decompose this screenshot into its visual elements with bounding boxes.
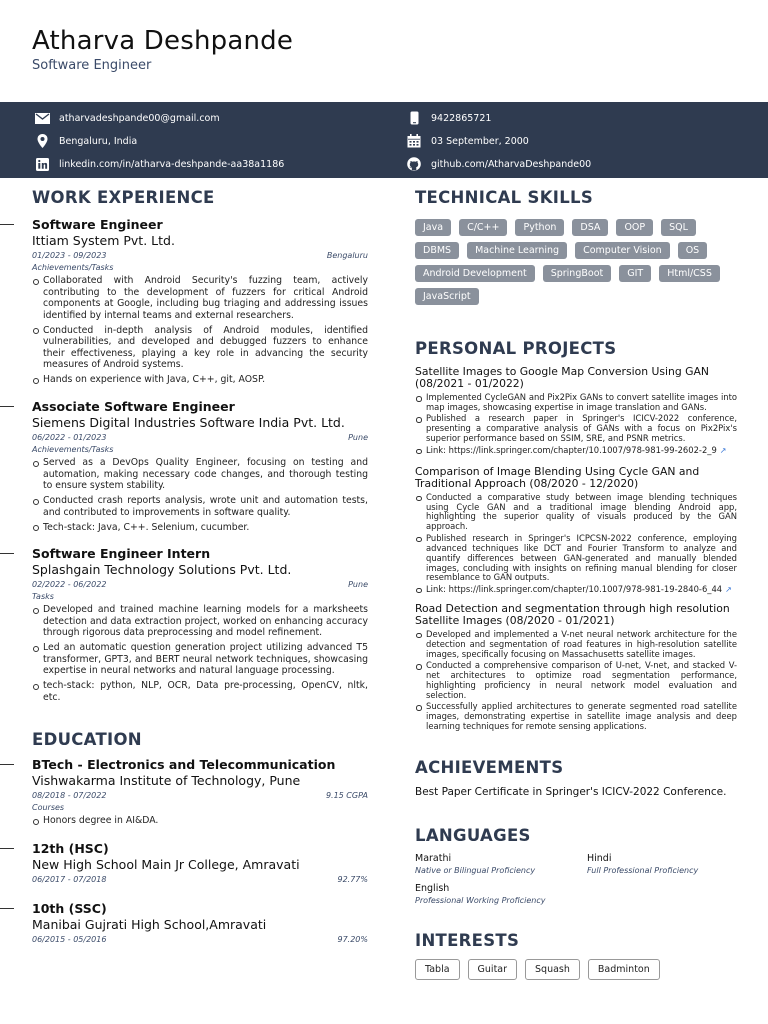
job-entry	[0, 217, 386, 386]
job-label: Achievements/Tasks	[32, 263, 114, 272]
language-level: Full Professional Proficiency	[587, 866, 699, 876]
calendar-icon	[405, 133, 423, 149]
skill-tag: Python	[515, 219, 564, 236]
skill-tag: Html/CSS	[659, 265, 720, 282]
education-entry	[0, 901, 386, 944]
header	[32, 26, 293, 73]
work-experience-heading: WORK EXPERIENCE	[32, 188, 215, 207]
job-bullet: Tech-stack: Java, C++. Selenium, cucumber.	[32, 522, 368, 534]
languages-heading: LANGUAGES	[415, 826, 531, 846]
skill-tag: JavaScript	[415, 288, 479, 305]
project-bullet: Developed and implemented a V-net neural network architecture for the detection and segmentation of road features in high-resolution satellite images, specifically focusing on Massachusetts satellite images.	[415, 630, 737, 660]
personal-projects-heading: PERSONAL PROJECTS	[415, 339, 617, 358]
contact-bar	[0, 102, 768, 178]
education-heading: EDUCATION	[32, 730, 142, 750]
job-location: Pune	[348, 432, 368, 442]
external-link-icon: ↗	[725, 584, 732, 594]
education-score: 92.77%	[337, 875, 368, 885]
job-bullet: Collaborated with Android Security's fuzzing team, actively contributing to the development of fuzzers for critical Android components at Google, including bug triaging and addressing issues identified by internal teams and external researchers.	[32, 275, 368, 321]
project-entry	[415, 466, 737, 595]
job-bullet: Led an automatic question generation project utilizing advanced T5 transformer, GPT3, and BERT neural network techniques, showcasing expertise in neural networks and natural language processing.	[32, 642, 368, 677]
job-bullets	[32, 604, 368, 703]
education-dates: 06/2015 - 05/2016	[32, 935, 107, 945]
job-meta	[32, 580, 368, 589]
job-dates: 02/2022 - 06/2022	[32, 580, 107, 590]
job-title: Software Engineer	[32, 217, 163, 232]
project-bullets	[415, 393, 737, 456]
job-label: Tasks	[32, 592, 54, 602]
project-bullet: Conducted a comparative study between image blending techniques using Cycle GAN and a traditional image blending Android app, highlighting the superior quality of visuals produced by the GAN approach.	[415, 493, 737, 533]
job-entry	[0, 546, 386, 703]
education-label: Courses	[32, 803, 65, 813]
achievements-heading: ACHIEVEMENTS	[415, 758, 564, 778]
languages-list	[415, 853, 737, 905]
external-link-icon: ↗	[719, 445, 727, 455]
interest-tag: Tabla	[415, 959, 460, 980]
technical-skills-heading: TECHNICAL SKILLS	[415, 188, 594, 207]
left-column	[0, 188, 386, 944]
interests-list	[415, 959, 737, 980]
candidate-name: Atharva Deshpande	[32, 26, 294, 56]
contact-linkedin[interactable]: linkedin.com/in/atharva-deshpande-aa38a1186	[33, 156, 284, 172]
job-title: Associate Software Engineer	[32, 398, 235, 414]
education-dates: 08/2018 - 07/2022	[32, 791, 107, 801]
contact-phone[interactable]: 9422865721	[405, 110, 491, 126]
project-bullets	[415, 630, 737, 732]
skills-list	[415, 219, 737, 305]
job-company: Splashgain Technology Solutions Pvt. Ltd.	[32, 562, 292, 578]
achievement-item: Best Paper Certificate in Springer's ICICV-2022 Conference.	[415, 786, 727, 799]
contact-email[interactable]: atharvadeshpande00@gmail.com	[33, 110, 220, 126]
contact-dob: 03 September, 2000	[405, 133, 529, 149]
education-degree: 12th (HSC)	[32, 841, 109, 857]
phone-icon	[405, 110, 423, 126]
project-bullet: Published a research paper in Springer's ICICV-2022 conference, presenting a comparative analysis of GANs with a focus on Pix2Pix's superior performance based on SSIM, SRE, and PSNR metrics.	[415, 414, 737, 444]
education-meta	[32, 791, 368, 800]
entry-marker	[0, 553, 14, 554]
skill-tag: Computer Vision	[575, 242, 670, 259]
skill-tag: DBMS	[415, 242, 459, 259]
job-bullet: Conducted in-depth analysis of Android modules, identified vulnerabilities, and developed and debugged fuzzers to enhance their effectiveness, playing a key role in advancing the security measures of Android systems.	[32, 325, 368, 371]
github-icon	[405, 156, 423, 172]
education-dates: 06/2017 - 07/2018	[32, 875, 107, 885]
job-bullet: tech-stack: python, NLP, OCR, Data pre-processing, OpenCV, nltk, etc.	[32, 680, 368, 703]
skill-tag: Machine Learning	[467, 242, 567, 259]
job-company: Ittiam System Pvt. Ltd.	[32, 233, 175, 248]
skill-tag: DSA	[572, 219, 608, 236]
interest-tag: Guitar	[468, 959, 517, 980]
project-link[interactable]: Link: https://link.springer.com/chapter/10.1007/978-981-19-2840-6_44 ↗	[415, 585, 737, 595]
contact-github[interactable]: github.com/AtharvaDeshpande00	[405, 156, 591, 172]
entry-marker	[0, 224, 14, 225]
education-degree: BTech - Electronics and Telecommunication	[32, 757, 336, 773]
skill-tag: SpringBoot	[543, 265, 612, 282]
job-meta	[32, 251, 368, 260]
education-school: New High School Main Jr College, Amravati	[32, 857, 300, 873]
interest-tag: Squash	[525, 959, 580, 980]
job-location: Pune	[348, 580, 368, 590]
skill-tag: OOP	[616, 219, 653, 236]
education-meta	[32, 935, 368, 944]
education-score: 97.20%	[337, 935, 368, 945]
project-entry	[415, 603, 737, 732]
education-school: Vishwakarma Institute of Technology, Pune	[32, 773, 301, 789]
job-dates: 06/2022 - 01/2023	[32, 432, 107, 442]
project-bullet: Published research in Springer's ICPCSN-2022 conference, employing advanced techniques like DCT and Fourier Transform to analyze and quantify differences between GAN-generated and manually blended images, concluding with insights on refining manual blending for closer resemblance to GAN outputs.	[415, 534, 737, 584]
skill-tag: Android Development	[415, 265, 535, 282]
language-level: Professional Working Proficiency	[415, 896, 546, 906]
map-pin-icon	[33, 133, 51, 149]
education-degree: 10th (SSC)	[32, 901, 107, 917]
right-column	[415, 188, 737, 980]
project-bullet: Implemented CycleGAN and Pix2Pix GANs to convert satellite images into map images, showcasing expertise in image translation and GANs.	[415, 393, 737, 413]
job-bullet: Conducted crash reports analysis, wrote unit and automation tests, and contributed to improvements in software quality.	[32, 495, 368, 518]
candidate-title: Software Engineer	[32, 58, 152, 73]
entry-marker	[0, 908, 14, 909]
interests-heading: INTERESTS	[415, 931, 520, 951]
education-school: Manibai Gujrati High School,Amravati	[32, 917, 267, 933]
envelope-icon	[33, 110, 51, 126]
job-label: Achievements/Tasks	[32, 444, 114, 454]
language-item	[587, 853, 737, 875]
entry-marker	[0, 406, 14, 407]
job-bullet: Served as a DevOps Quality Engineer, focusing on testing and automation, making necessary code changes, and thorough testing to ensure system stability.	[32, 457, 368, 492]
education-bullet: Honors degree in AI&DA.	[32, 815, 368, 827]
project-bullets	[415, 493, 737, 595]
skill-tag: SQL	[661, 219, 696, 236]
job-bullet: Developed and trained machine learning models for a marksheets detection and data extraction project, worked on enhancing accuracy through rigorous data preprocessing and model refinement.	[32, 604, 368, 639]
skill-tag: GIT	[619, 265, 651, 282]
language-item	[415, 883, 587, 905]
language-name: Hindi	[587, 853, 612, 865]
entry-marker	[0, 764, 14, 765]
job-bullets	[32, 275, 368, 386]
job-entry	[0, 399, 386, 533]
language-name: Marathi	[415, 853, 452, 865]
project-bullet: Successfully applied architectures to generate segmented road satellite images, demonstrating expertise in satellite image analysis and deep learning techniques for remote sensing applications.	[415, 702, 737, 732]
job-bullet: Hands on experience with Java, C++, git, AOSP.	[32, 374, 368, 386]
job-location: Bengaluru	[326, 251, 368, 260]
education-score: 9.15 CGPA	[325, 791, 368, 801]
education-entry	[0, 757, 386, 827]
linkedin-icon	[33, 156, 51, 172]
language-item	[415, 853, 587, 875]
education-entry	[0, 841, 386, 884]
job-meta	[32, 433, 368, 442]
contact-location: Bengaluru, India	[33, 133, 137, 149]
project-entry	[415, 366, 737, 456]
skill-tag: C/C++	[459, 219, 507, 236]
project-title: Satellite Images to Google Map Conversion Using GAN (08/2021 - 01/2022)	[415, 365, 709, 390]
language-name: English	[415, 883, 450, 895]
education-meta	[32, 875, 368, 884]
job-dates: 01/2023 - 09/2023	[32, 251, 107, 260]
language-level: Native or Bilingual Proficiency	[415, 866, 536, 876]
skill-tag: OS	[678, 242, 708, 259]
project-link[interactable]: Link: https://link.springer.com/chapter/10.1007/978-981-99-2602-2_9 ↗	[415, 446, 737, 456]
interest-tag: Badminton	[588, 959, 660, 980]
education-bullets	[32, 815, 368, 827]
job-company: Siemens Digital Industries Software India Pvt. Ltd.	[32, 414, 345, 430]
job-title: Software Engineer Intern	[32, 546, 211, 562]
entry-marker	[0, 848, 14, 849]
skill-tag: Java	[415, 219, 451, 236]
project-title: Comparison of Image Blending Using Cycle GAN and Traditional Approach (08/2020 - 12/2020)	[415, 464, 700, 490]
project-title: Road Detection and segmentation through high resolution Satellite Images (08/2020 - 01/2021)	[415, 601, 730, 627]
job-bullets	[32, 457, 368, 533]
project-bullet: Conducted a comprehensive comparison of U-net, V-net, and stacked V-net architectures to optimize road segmentation performance, highlighting proficiency in neural network model evaluation and selection.	[415, 661, 737, 701]
